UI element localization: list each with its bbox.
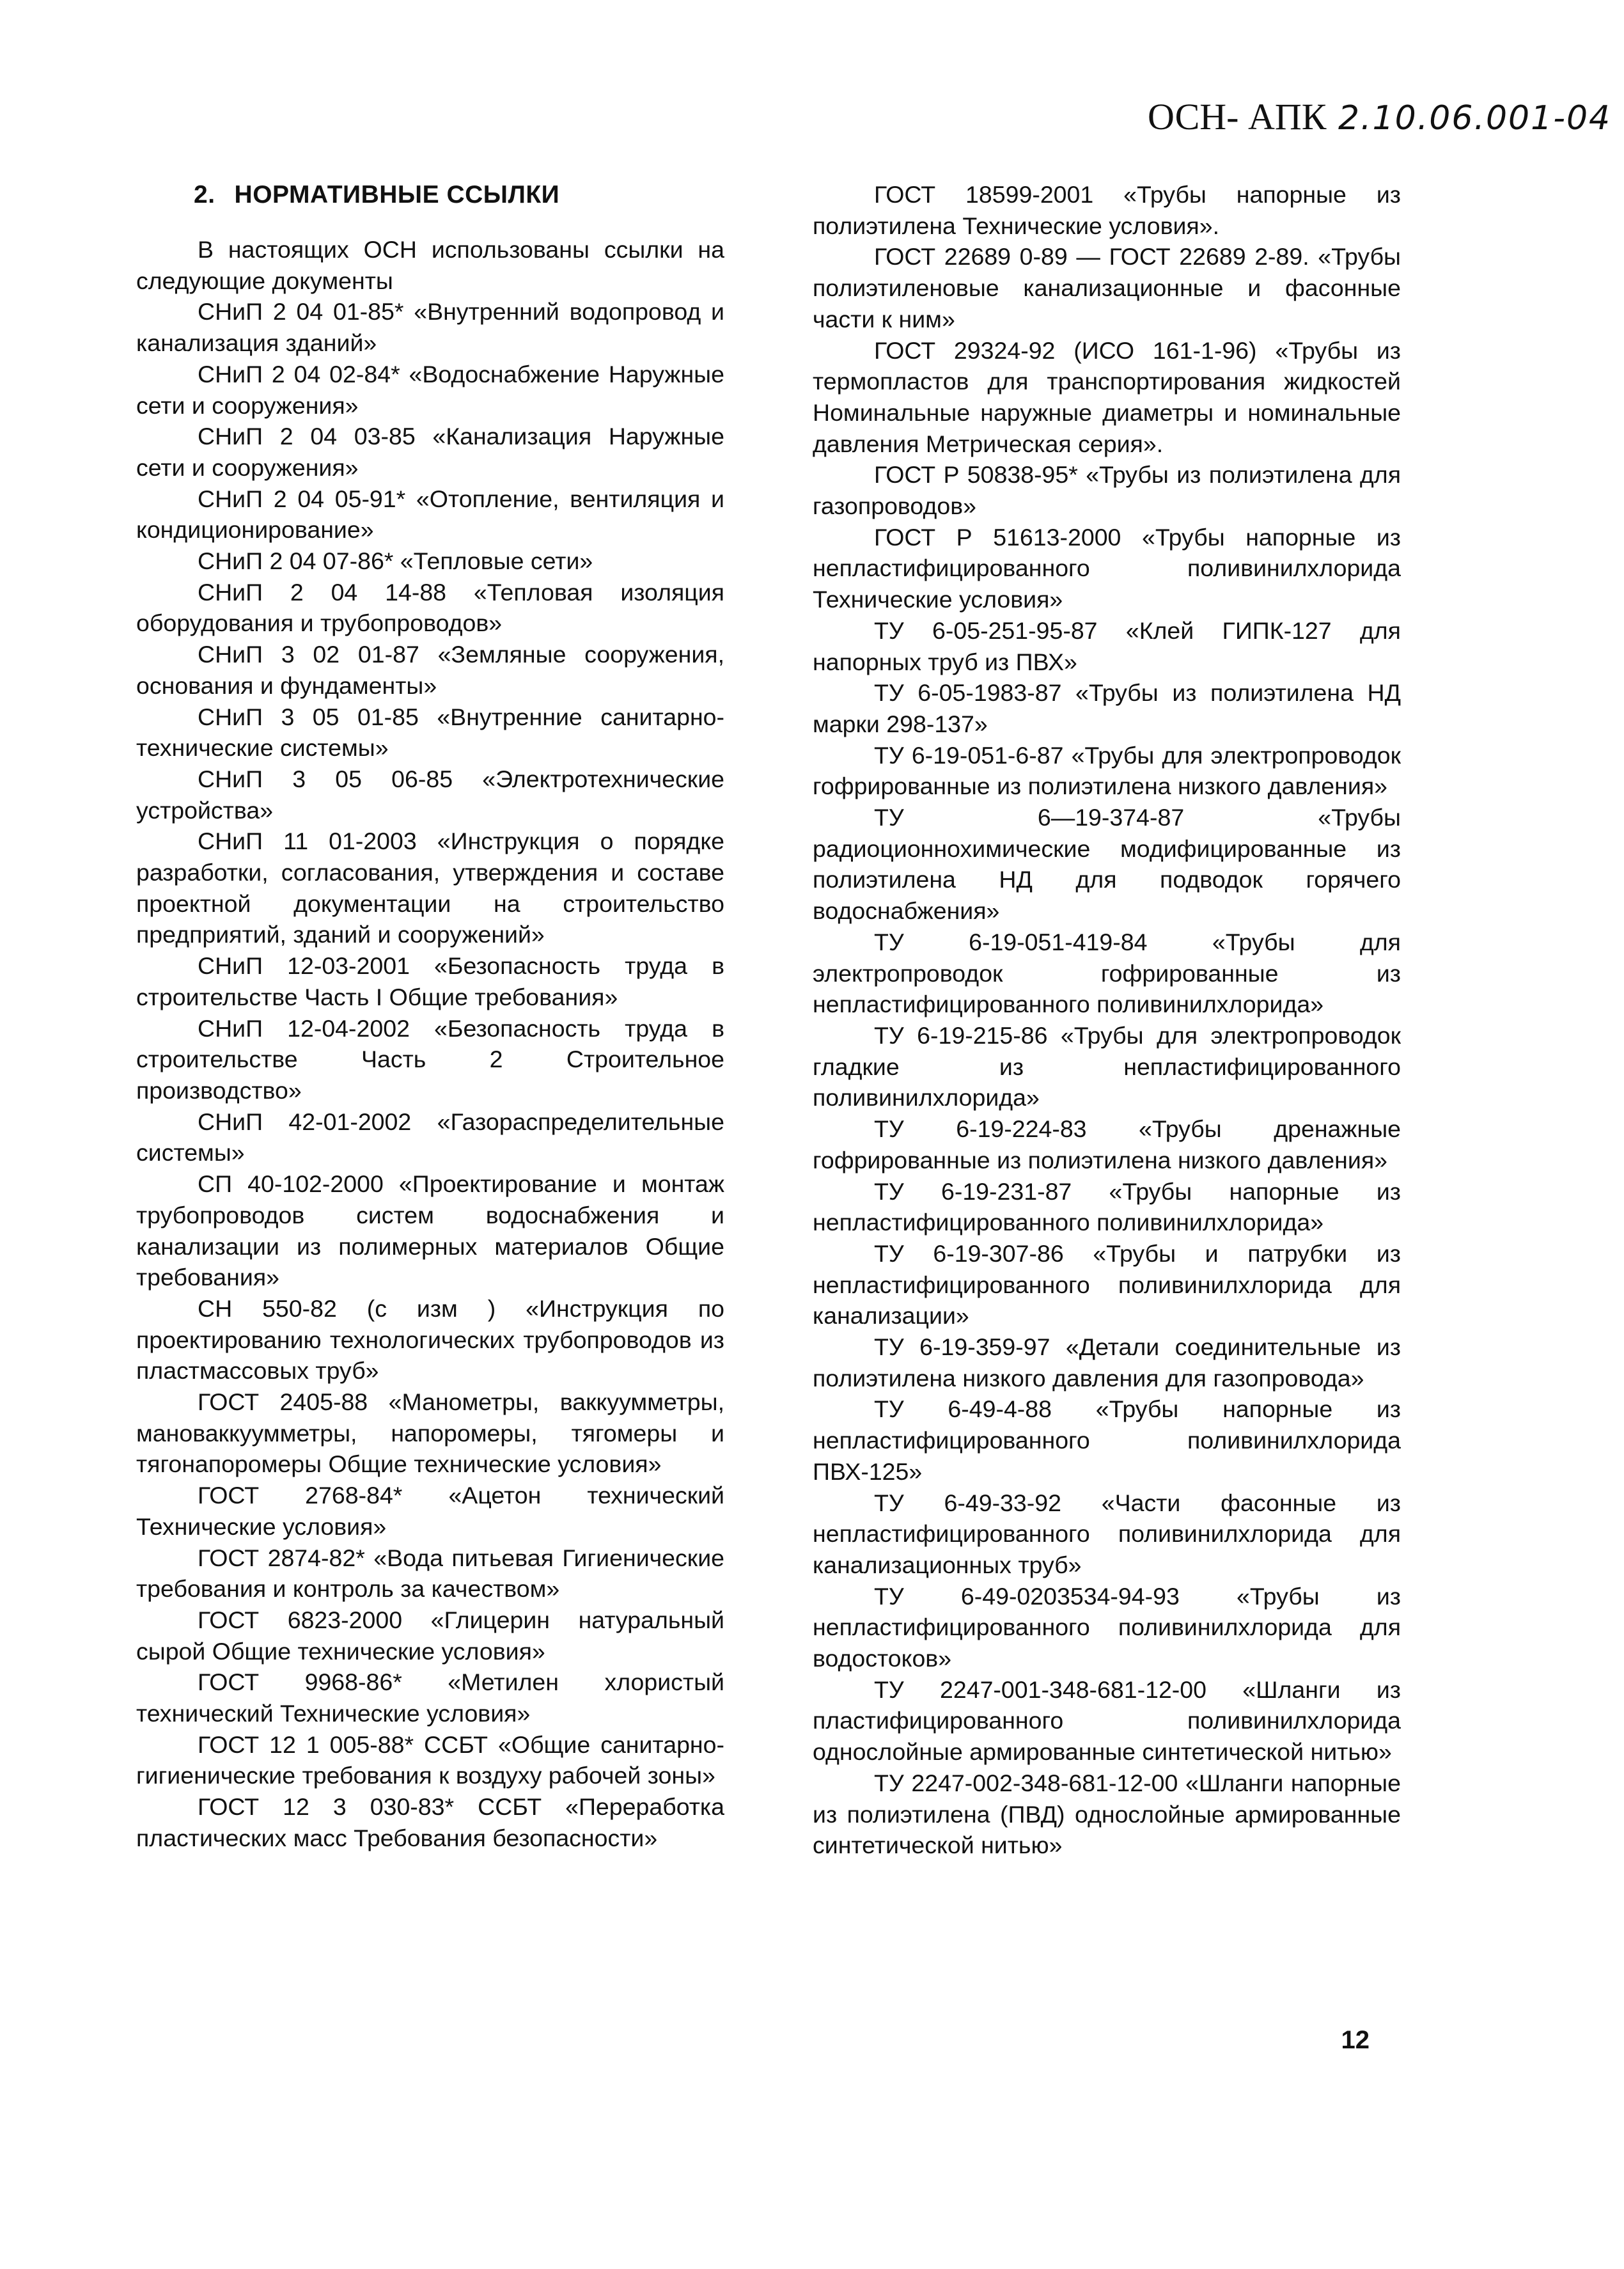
- reference-entry: ТУ 6-49-4-88 «Трубы напорные из непластифицированного поливинилхлорида ПВХ-125»: [813, 1395, 1401, 1485]
- reference-entry: ГОСТ 18599-2001 «Трубы напорные из полиэтилена Технические условия».: [813, 181, 1401, 239]
- reference-entry: ГОСТ 2768-84* «Ацетон технический Технические условия»: [136, 1482, 724, 1540]
- reference-entry: СНиП 12-03-2001 «Безопасность труда в строительстве Часть I Общие требования»: [136, 952, 724, 1010]
- intro-paragraph: В настоящих ОСН использованы ссылки на следующие документы: [136, 236, 724, 294]
- reference-entry: ТУ 6-19-307-86 «Трубы и патрубки из непластифицированного поливинилхлорида для канализации»: [813, 1239, 1401, 1330]
- handwritten-document-number: 2.10.06.001-04: [1338, 99, 1612, 137]
- reference-entry: СНиП 11 01-2003 «Инструкция о порядке разработки, согласования, утверждения и составе проектной документации на строительство предприятий, зданий и сооружений»: [136, 828, 724, 948]
- reference-list-left: [136, 296, 724, 1853]
- reference-entry: СНиП 12-04-2002 «Безопасность труда в строительстве Часть 2 Строительное производство»: [136, 1014, 724, 1104]
- section-title: НОРМАТИВНЫЕ ССЫЛКИ: [234, 181, 560, 208]
- reference-entry: СНиП 2 04 01-85* «Внутренний водопровод и канализация зданий»: [136, 298, 724, 357]
- right-column: [813, 179, 1401, 1861]
- reference-entry: ТУ 2247-002-348-681-12-00 «Шланги напорные из полиэтилена (ПВД) однослойные армированные синтетической нитью»: [813, 1769, 1401, 1859]
- reference-entry: ГОСТ 12 3 030-83* ССБТ «Переработка пластических масс Требования безопасности»: [136, 1793, 724, 1851]
- reference-entry: ГОСТ 9968-86* «Метилен хлористый технический Технические условия»: [136, 1668, 724, 1727]
- reference-entry: СНиП 2 04 14-88 «Тепловая изоляция оборудования и трубопроводов»: [136, 578, 724, 637]
- document-code: ОСН- АПК: [1148, 96, 1327, 137]
- reference-entry: ГОСТ 29324-92 (ИСО 161-1-96) «Трубы из термопластов для транспортирования жидкостей Номинальные наружные диаметры и номинальные давления Метрическая серия».: [813, 336, 1401, 457]
- reference-entry: ТУ 6-19-215-86 «Трубы для электропроводок гладкие из непластифицированного поливинилхлорида»: [813, 1021, 1401, 1111]
- reference-entry: ГОСТ Р 51613-2000 «Трубы напорные из непластифицированного поливинилхлорида Технические условия»: [813, 523, 1401, 613]
- document-code-header: [1148, 82, 1612, 152]
- reference-entry: ТУ 6-19-224-83 «Трубы дренажные гофрированные из полиэтилена низкого давления»: [813, 1115, 1401, 1174]
- reference-entry: СНиП 2 04 02-84* «Водоснабжение Наружные сети и сооружения»: [136, 360, 724, 419]
- reference-entry: СНиП 2 04 05-91* «Отопление, вентиляция и кондиционирование»: [136, 485, 724, 544]
- reference-entry: ГОСТ 2874-82* «Вода питьевая Гигиенические требования и контроль за качеством»: [136, 1544, 724, 1603]
- reference-entry: ТУ 2247-001-348-681-12-00 «Шланги из пластифицированного поливинилхлорида однослойные армированные синтетической нитью»: [813, 1676, 1401, 1766]
- reference-entry: ТУ 6-49-33-92 «Части фасонные из непластифицированного поливинилхлорида для канализационных труб»: [813, 1489, 1401, 1578]
- reference-entry: ГОСТ 12 1 005-88* ССБТ «Общие санитарно-гигиенические требования к воздуху рабочей зоны»: [136, 1731, 724, 1789]
- reference-entry: ГОСТ 2405-88 «Манометры, ваккуумметры, мановаккуумметры, напоромеры, тягомеры и тягонапоромеры Общие технические условия»: [136, 1388, 724, 1478]
- reference-entry: СНиП 2 04 07-86* «Тепловые сети»: [198, 547, 593, 575]
- reference-entry: СНиП 3 05 06-85 «Электротехнические устройства»: [136, 765, 724, 824]
- reference-entry: СНиП 3 05 01-85 «Внутренние санитарно-технические системы»: [136, 703, 724, 762]
- section-heading: [136, 179, 724, 211]
- reference-entry: ТУ 6-19-051-6-87 «Трубы для электропроводок гофрированные из полиэтилена низкого давления»: [813, 741, 1401, 800]
- left-column: [136, 179, 724, 1854]
- reference-entry: ТУ 6-05-1983-87 «Трубы из полиэтилена НД марки 298-137»: [813, 679, 1401, 737]
- reference-entry: ТУ 6-19-359-97 «Детали соединительные из полиэтилена низкого давления для газопровода»: [813, 1333, 1401, 1392]
- reference-entry: ГОСТ 22689 0-89 — ГОСТ 22689 2-89. «Трубы полиэтиленовые канализационные и фасонные части к ним»: [813, 243, 1401, 333]
- reference-entry: ТУ 6-49-0203534-94-93 «Трубы из непластифицированного поливинилхлорида для водостоков»: [813, 1582, 1401, 1672]
- reference-entry: ТУ 6-19-051-419-84 «Трубы для электропроводок гофрированные из непластифицированного поливинилхлорида»: [813, 928, 1401, 1018]
- reference-entry: ГОСТ Р 50838-95* «Трубы из полиэтилена для газопроводов»: [813, 461, 1401, 520]
- reference-entry: СНиП 3 02 01-87 «Земляные сооружения, основания и фундаменты»: [136, 641, 724, 699]
- section-number: 2.: [194, 181, 215, 208]
- reference-entry: СН 550-82 (с изм ) «Инструкция по проектированию технологических трубопроводов из пластмассовых труб»: [136, 1294, 724, 1385]
- reference-entry: ГОСТ 6823-2000 «Глицерин натуральный сырой Общие технические условия»: [136, 1606, 724, 1665]
- page-number: 12: [1341, 2026, 1370, 2054]
- reference-list-right: [813, 179, 1401, 1861]
- reference-entry: СНиП 2 04 03-85 «Канализация Наружные сети и сооружения»: [136, 423, 724, 481]
- reference-entry: ТУ 6—19-374-87 «Трубы радиоционнохимические модифицированные из полиэтилена НД для подводок горячего водоснабжения»: [813, 804, 1401, 925]
- reference-entry: ТУ 6-05-251-95-87 «Клей ГИПК-127 для напорных труб из ПВХ»: [813, 616, 1401, 675]
- reference-entry: СП 40-102-2000 «Проектирование и монтаж трубопроводов систем водоснабжения и канализации из полимерных материалов Общие требования»: [136, 1170, 724, 1291]
- reference-entry: ТУ 6-19-231-87 «Трубы напорные из непластифицированного поливинилхлорида»: [813, 1177, 1401, 1236]
- reference-entry: СНиП 42-01-2002 «Газораспределительные системы»: [136, 1108, 724, 1166]
